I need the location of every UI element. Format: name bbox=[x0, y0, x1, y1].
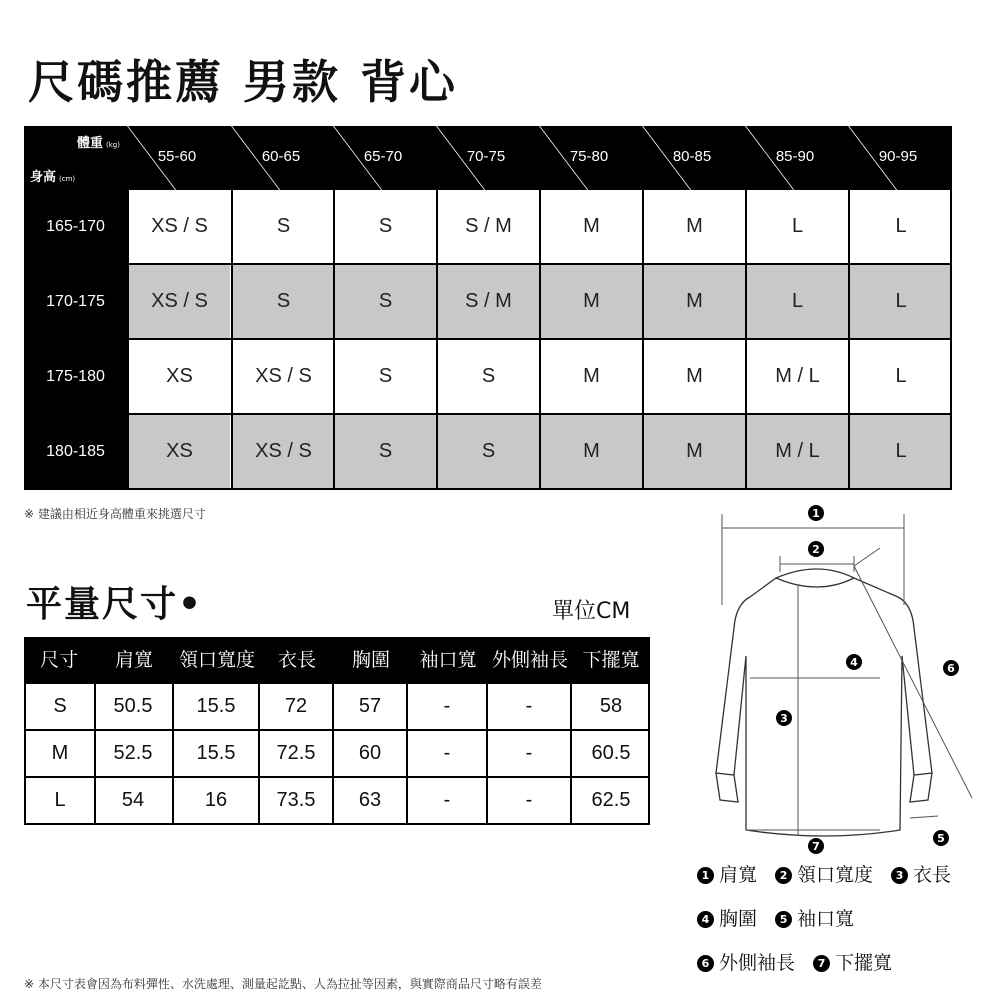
size-cell: XS bbox=[127, 340, 230, 413]
size-cell: XS bbox=[127, 415, 230, 488]
weight-range-label: 90-95 bbox=[878, 148, 918, 165]
size-cell: S bbox=[231, 190, 334, 263]
size-cell: S bbox=[333, 340, 436, 413]
measure-header-cell: 尺寸 bbox=[39, 649, 78, 671]
size-cell: S bbox=[436, 340, 539, 413]
height-row bbox=[24, 190, 952, 265]
measure-cell: - bbox=[408, 684, 488, 729]
marker-number: 5 bbox=[937, 832, 945, 845]
flat-measure-title: 平量尺寸• bbox=[26, 584, 204, 625]
size-recommendation-table bbox=[24, 126, 952, 490]
measure-cell: 62.5 bbox=[591, 789, 631, 811]
height-range-label: 180-185 bbox=[24, 415, 127, 488]
measure-cell: - bbox=[488, 731, 572, 776]
measure-cell: 73.5 bbox=[260, 778, 334, 823]
recommendation-note: ※ 建議由相近身高體重來挑選尺寸 bbox=[24, 507, 206, 521]
height-row bbox=[24, 415, 952, 490]
measure-cell: - bbox=[408, 778, 488, 823]
legend-label: 肩寬 bbox=[719, 864, 758, 886]
unit-label: 單位CM bbox=[552, 599, 631, 624]
page-title: 尺碼推薦 男款 背心 bbox=[28, 55, 459, 109]
measure-cell: 52.5 bbox=[94, 731, 174, 776]
corner-weight-label: 體重 (kg) bbox=[77, 136, 120, 151]
size-cell: L bbox=[848, 340, 952, 413]
legend-label: 外側袖長 bbox=[719, 952, 796, 974]
size-cell: L bbox=[745, 265, 848, 338]
weight-range-label: 80-85 bbox=[672, 148, 712, 165]
measure-cell: 58 bbox=[599, 695, 623, 717]
weight-header-row bbox=[24, 126, 952, 190]
size-cell: S bbox=[333, 415, 436, 488]
size-cell: S bbox=[231, 265, 334, 338]
size-cell: XS / S bbox=[127, 265, 230, 338]
size-cell: S bbox=[436, 415, 539, 488]
legend-number-icon: 4 bbox=[697, 911, 714, 928]
size-cell: M bbox=[539, 415, 642, 488]
height-row bbox=[24, 265, 952, 340]
size-cell: L bbox=[848, 415, 952, 488]
measure-cell: 15.5 bbox=[174, 684, 260, 729]
size-cell: M bbox=[642, 190, 745, 263]
size-cell: XS / S bbox=[231, 340, 334, 413]
marker-number: 4 bbox=[850, 656, 858, 669]
measure-row bbox=[24, 684, 650, 731]
measure-header-cell: 袖口寬 bbox=[419, 649, 477, 671]
size-cell: S / M bbox=[436, 265, 539, 338]
disclaimer-note: ※ 本尺寸表會因為布料彈性、水洗處理、測量起訖點、人為拉扯等因素，與實際商品尺寸略有誤差 bbox=[24, 977, 542, 991]
measure-cell: L bbox=[26, 778, 96, 823]
measure-cell: 57 bbox=[334, 684, 408, 729]
measure-row bbox=[24, 731, 650, 778]
legend-line bbox=[697, 862, 951, 888]
legend-number-icon: 6 bbox=[697, 955, 714, 972]
height-range-label: 175-180 bbox=[24, 340, 127, 413]
size-cell: XS / S bbox=[127, 190, 230, 263]
legend-number-icon: 5 bbox=[775, 911, 792, 928]
measure-cell: - bbox=[408, 731, 488, 776]
measurement-header-row bbox=[24, 637, 650, 684]
size-cell: M bbox=[539, 265, 642, 338]
corner-height-label: 身高 (cm) bbox=[30, 170, 76, 185]
legend-number-icon: 2 bbox=[775, 867, 792, 884]
size-cell: M bbox=[539, 190, 642, 263]
measure-row bbox=[24, 778, 650, 825]
measure-header-cell: 衣長 bbox=[277, 649, 316, 671]
row-border bbox=[950, 190, 952, 263]
legend-number-icon: 1 bbox=[697, 867, 714, 884]
size-cell: L bbox=[745, 190, 848, 263]
measure-cell: 72.5 bbox=[260, 731, 334, 776]
weight-range-label: 75-80 bbox=[569, 148, 609, 165]
measure-cell: S bbox=[26, 684, 96, 729]
legend-line bbox=[697, 950, 892, 976]
size-cell: L bbox=[848, 190, 952, 263]
measure-header-cell: 胸圍 bbox=[351, 649, 390, 671]
measure-cell: 50.5 bbox=[94, 684, 174, 729]
legend-label: 衣長 bbox=[913, 864, 952, 886]
marker-number: 7 bbox=[812, 840, 820, 853]
weight-range-label: 60-65 bbox=[261, 148, 301, 165]
measure-cell: 60.5 bbox=[591, 742, 631, 764]
size-cell: L bbox=[848, 265, 952, 338]
measure-cell: 54 bbox=[94, 778, 174, 823]
marker-number: 6 bbox=[947, 662, 955, 675]
measure-cell: 16 bbox=[174, 778, 260, 823]
size-cell: XS / S bbox=[231, 415, 334, 488]
measure-header-cell: 下擺寬 bbox=[582, 649, 640, 671]
row-border bbox=[950, 265, 952, 338]
legend-label: 胸圍 bbox=[719, 908, 758, 930]
measure-header-cell: 領口寬度 bbox=[178, 649, 255, 671]
measure-cell: 60 bbox=[334, 731, 408, 776]
measure-cell: 63 bbox=[334, 778, 408, 823]
size-cell: M bbox=[539, 340, 642, 413]
weight-range-label: 65-70 bbox=[363, 148, 403, 165]
height-range-label: 170-175 bbox=[24, 265, 127, 338]
legend-line bbox=[697, 906, 854, 932]
legend-number-icon: 3 bbox=[891, 867, 908, 884]
marker-number: 3 bbox=[780, 712, 788, 725]
weight-range-label: 70-75 bbox=[466, 148, 506, 165]
measure-cell: - bbox=[488, 684, 572, 729]
height-range-label: 165-170 bbox=[24, 190, 127, 263]
measure-cell: - bbox=[488, 778, 572, 823]
legend-number-icon: 7 bbox=[813, 955, 830, 972]
size-cell: M bbox=[642, 415, 745, 488]
legend-label: 袖口寬 bbox=[797, 908, 855, 930]
measure-cell: 72 bbox=[260, 684, 334, 729]
size-cell: M bbox=[642, 265, 745, 338]
marker-number: 2 bbox=[812, 543, 820, 556]
legend-label: 領口寬度 bbox=[797, 864, 874, 886]
weight-range-label: 55-60 bbox=[157, 148, 197, 165]
size-cell: M / L bbox=[745, 340, 848, 413]
legend-label: 下擺寬 bbox=[835, 952, 893, 974]
size-cell: S / M bbox=[436, 190, 539, 263]
weight-range-label: 85-90 bbox=[775, 148, 815, 165]
measure-cell: M bbox=[26, 731, 96, 776]
height-row bbox=[24, 340, 952, 415]
measure-cell: 15.5 bbox=[174, 731, 260, 776]
row-border bbox=[950, 340, 952, 413]
measure-header-cell: 外側袖長 bbox=[491, 649, 568, 671]
marker-number: 1 bbox=[812, 507, 820, 520]
size-cell: S bbox=[333, 265, 436, 338]
garment-diagram bbox=[676, 500, 976, 853]
row-border bbox=[950, 415, 952, 488]
size-cell: M bbox=[642, 340, 745, 413]
size-cell: M / L bbox=[745, 415, 848, 488]
size-cell: S bbox=[333, 190, 436, 263]
measure-header-cell: 肩寬 bbox=[114, 649, 153, 671]
